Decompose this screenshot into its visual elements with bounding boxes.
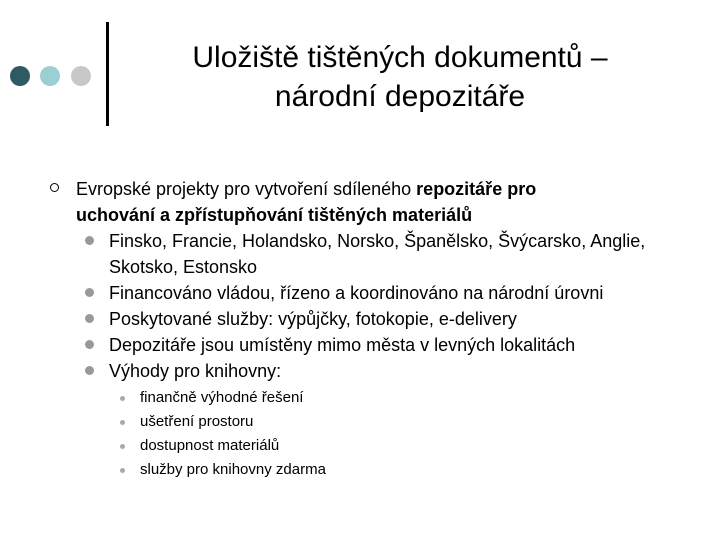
sub-bullet-item: [50, 306, 700, 332]
sub-bullet-text: Poskytované služby: výpůjčky, fotokopie, e-delivery: [109, 309, 517, 329]
filled-circle-bullet-icon: [85, 314, 94, 323]
dark-teal-dot: [10, 66, 30, 86]
sub-bullet-text: Depozitáře jsou umístěny mimo města v levných lokalitách: [109, 335, 576, 355]
intro-text: Evropské projekty pro vytvoření sdíleného: [76, 179, 417, 199]
slide-content: [50, 176, 700, 482]
intro-bold-repository: repozitáře pro: [416, 179, 537, 199]
benefit-item: [50, 434, 700, 458]
sub-bullet-item: [50, 358, 700, 384]
filled-circle-bullet-icon: [85, 236, 94, 245]
gray-dot: [71, 66, 91, 86]
benefit-item: [50, 386, 700, 410]
light-teal-dot: [40, 66, 60, 86]
filled-circle-bullet-icon: [85, 340, 94, 349]
slide-title: [150, 38, 650, 116]
sub-bullet-list: [50, 228, 700, 384]
title-line-2: národní depozitáře: [274, 80, 526, 113]
small-dot-bullet-icon: [120, 396, 125, 401]
title-line-1: Uložiště tištěných dokumentů –: [192, 41, 608, 74]
small-dot-bullet-icon: [120, 444, 125, 449]
benefit-text: služby pro knihovny zdarma: [140, 461, 326, 478]
benefit-item: [50, 458, 700, 482]
hollow-circle-bullet-icon: [50, 183, 59, 192]
filled-circle-bullet-icon: [85, 288, 94, 297]
benefit-text: finančně výhodné řešení: [140, 389, 304, 406]
sub-bullet-item: [50, 280, 700, 306]
benefit-item: [50, 410, 700, 434]
sub-bullet-item: [50, 228, 700, 280]
intro-bold-preservation: uchování a zpřístupňování tištěných materiálů: [76, 205, 473, 225]
sub-bullet-text: Financováno vládou, řízeno a koordinováno na národní úrovni: [109, 283, 604, 303]
benefit-text: ušetření prostoru: [140, 413, 254, 430]
small-dot-bullet-icon: [120, 420, 125, 425]
title-divider-line: [106, 22, 109, 126]
sub-bullet-text: Výhody pro knihovny:: [109, 361, 282, 381]
filled-circle-bullet-icon: [85, 366, 94, 375]
small-dot-bullet-icon: [120, 468, 125, 473]
sub-bullet-item: [50, 332, 700, 358]
sub-bullet-text: Finsko, Francie, Holandsko, Norsko, Španělsko, Švýcarsko, Anglie, Skotsko, Estonsko: [109, 231, 646, 277]
benefits-list: [50, 386, 700, 482]
main-bullet: [50, 176, 700, 228]
benefit-text: dostupnost materiálů: [140, 437, 280, 454]
